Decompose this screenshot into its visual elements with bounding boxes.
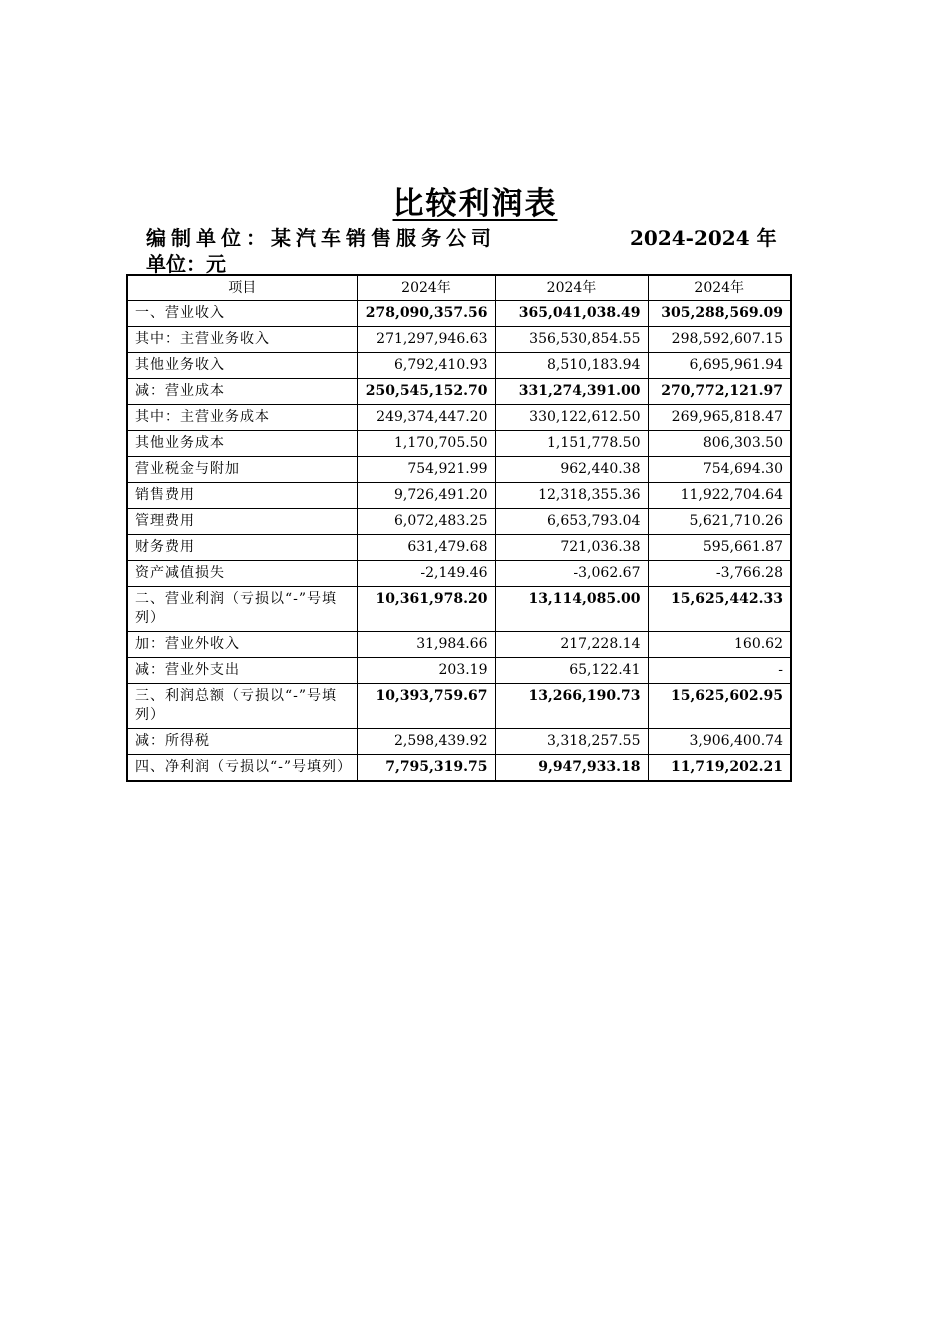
header-row [127, 275, 791, 301]
row-label: 减：所得税 [127, 729, 357, 755]
header-item: 项目 [127, 275, 357, 301]
row-value: 1,151,778.50 [495, 431, 648, 457]
row-value: 13,114,085.00 [495, 587, 648, 632]
row-value: 9,947,933.18 [495, 755, 648, 782]
row-value: 962,440.38 [495, 457, 648, 483]
period-label: 2024-2024 年 [630, 226, 777, 250]
table-row [127, 684, 791, 729]
row-value: 160.62 [648, 632, 791, 658]
row-value: 2,598,439.92 [357, 729, 495, 755]
row-value: 305,288,569.09 [648, 301, 791, 327]
table-row [127, 483, 791, 509]
row-value: 631,479.68 [357, 535, 495, 561]
row-value: 278,090,357.56 [357, 301, 495, 327]
header-year-1: 2024年 [357, 275, 495, 301]
row-value: 298,592,607.15 [648, 327, 791, 353]
row-label: 其他业务收入 [127, 353, 357, 379]
row-value: 270,772,121.97 [648, 379, 791, 405]
row-value: 250,545,152.70 [357, 379, 495, 405]
row-label: 销售费用 [127, 483, 357, 509]
income-statement-table [126, 274, 792, 782]
row-label: 四、净利润（亏损以“-”号填列） [127, 755, 357, 782]
table-row [127, 353, 791, 379]
row-label: 其他业务成本 [127, 431, 357, 457]
row-value: 3,318,257.55 [495, 729, 648, 755]
row-value: 754,694.30 [648, 457, 791, 483]
row-value: 7,795,319.75 [357, 755, 495, 782]
table-row [127, 431, 791, 457]
row-label: 减：营业外支出 [127, 658, 357, 684]
row-value: 203.19 [357, 658, 495, 684]
row-value: 31,984.66 [357, 632, 495, 658]
row-label: 营业税金与附加 [127, 457, 357, 483]
table-row [127, 327, 791, 353]
row-value: 271,297,946.63 [357, 327, 495, 353]
row-value: 65,122.41 [495, 658, 648, 684]
row-value: 12,318,355.36 [495, 483, 648, 509]
row-value: 6,792,410.93 [357, 353, 495, 379]
row-value: 721,036.38 [495, 535, 648, 561]
header-year-3: 2024年 [648, 275, 791, 301]
row-value: -2,149.46 [357, 561, 495, 587]
row-value: 10,361,978.20 [357, 587, 495, 632]
table-row [127, 587, 791, 632]
unit-label: 单位：元 [146, 252, 226, 276]
row-value: 3,906,400.74 [648, 729, 791, 755]
row-value: 806,303.50 [648, 431, 791, 457]
table-row [127, 301, 791, 327]
row-label: 资产减值损失 [127, 561, 357, 587]
row-value: 13,266,190.73 [495, 684, 648, 729]
row-value: 269,965,818.47 [648, 405, 791, 431]
row-label: 减：营业成本 [127, 379, 357, 405]
table-row [127, 379, 791, 405]
table-row [127, 561, 791, 587]
row-label: 财务费用 [127, 535, 357, 561]
report-title: 比较利润表 [392, 186, 558, 222]
row-value: 754,921.99 [357, 457, 495, 483]
row-value: 15,625,602.95 [648, 684, 791, 729]
table-row [127, 729, 791, 755]
row-value: 9,726,491.20 [357, 483, 495, 509]
row-value: 5,621,710.26 [648, 509, 791, 535]
table-row [127, 658, 791, 684]
row-value: -3,062.67 [495, 561, 648, 587]
table-row [127, 509, 791, 535]
row-value: 11,719,202.21 [648, 755, 791, 782]
row-value: 217,228.14 [495, 632, 648, 658]
row-value: 1,170,705.50 [357, 431, 495, 457]
row-value: 11,922,704.64 [648, 483, 791, 509]
row-value: 10,393,759.67 [357, 684, 495, 729]
row-value: 6,695,961.94 [648, 353, 791, 379]
row-label: 三、利润总额（亏损以“-”号填列） [127, 684, 357, 729]
row-value: 6,072,483.25 [357, 509, 495, 535]
row-value: 356,530,854.55 [495, 327, 648, 353]
row-value: 15,625,442.33 [648, 587, 791, 632]
row-label: 管理费用 [127, 509, 357, 535]
row-value: 595,661.87 [648, 535, 791, 561]
row-value: 249,374,447.20 [357, 405, 495, 431]
row-value: 8,510,183.94 [495, 353, 648, 379]
table-row [127, 755, 791, 782]
row-value: - [648, 658, 791, 684]
table-row [127, 405, 791, 431]
row-value: 365,041,038.49 [495, 301, 648, 327]
row-value: 6,653,793.04 [495, 509, 648, 535]
row-value: 331,274,391.00 [495, 379, 648, 405]
row-label: 一、营业收入 [127, 301, 357, 327]
table-row [127, 535, 791, 561]
row-label: 加：营业外收入 [127, 632, 357, 658]
header-year-2: 2024年 [495, 275, 648, 301]
row-label: 二、营业利润（亏损以“-”号填列） [127, 587, 357, 632]
company-label: 编制单位：某汽车销售服务公司 [146, 226, 496, 250]
row-label: 其中：主营业务成本 [127, 405, 357, 431]
row-value: -3,766.28 [648, 561, 791, 587]
table-row [127, 632, 791, 658]
row-label: 其中：主营业务收入 [127, 327, 357, 353]
row-value: 330,122,612.50 [495, 405, 648, 431]
table-row [127, 457, 791, 483]
